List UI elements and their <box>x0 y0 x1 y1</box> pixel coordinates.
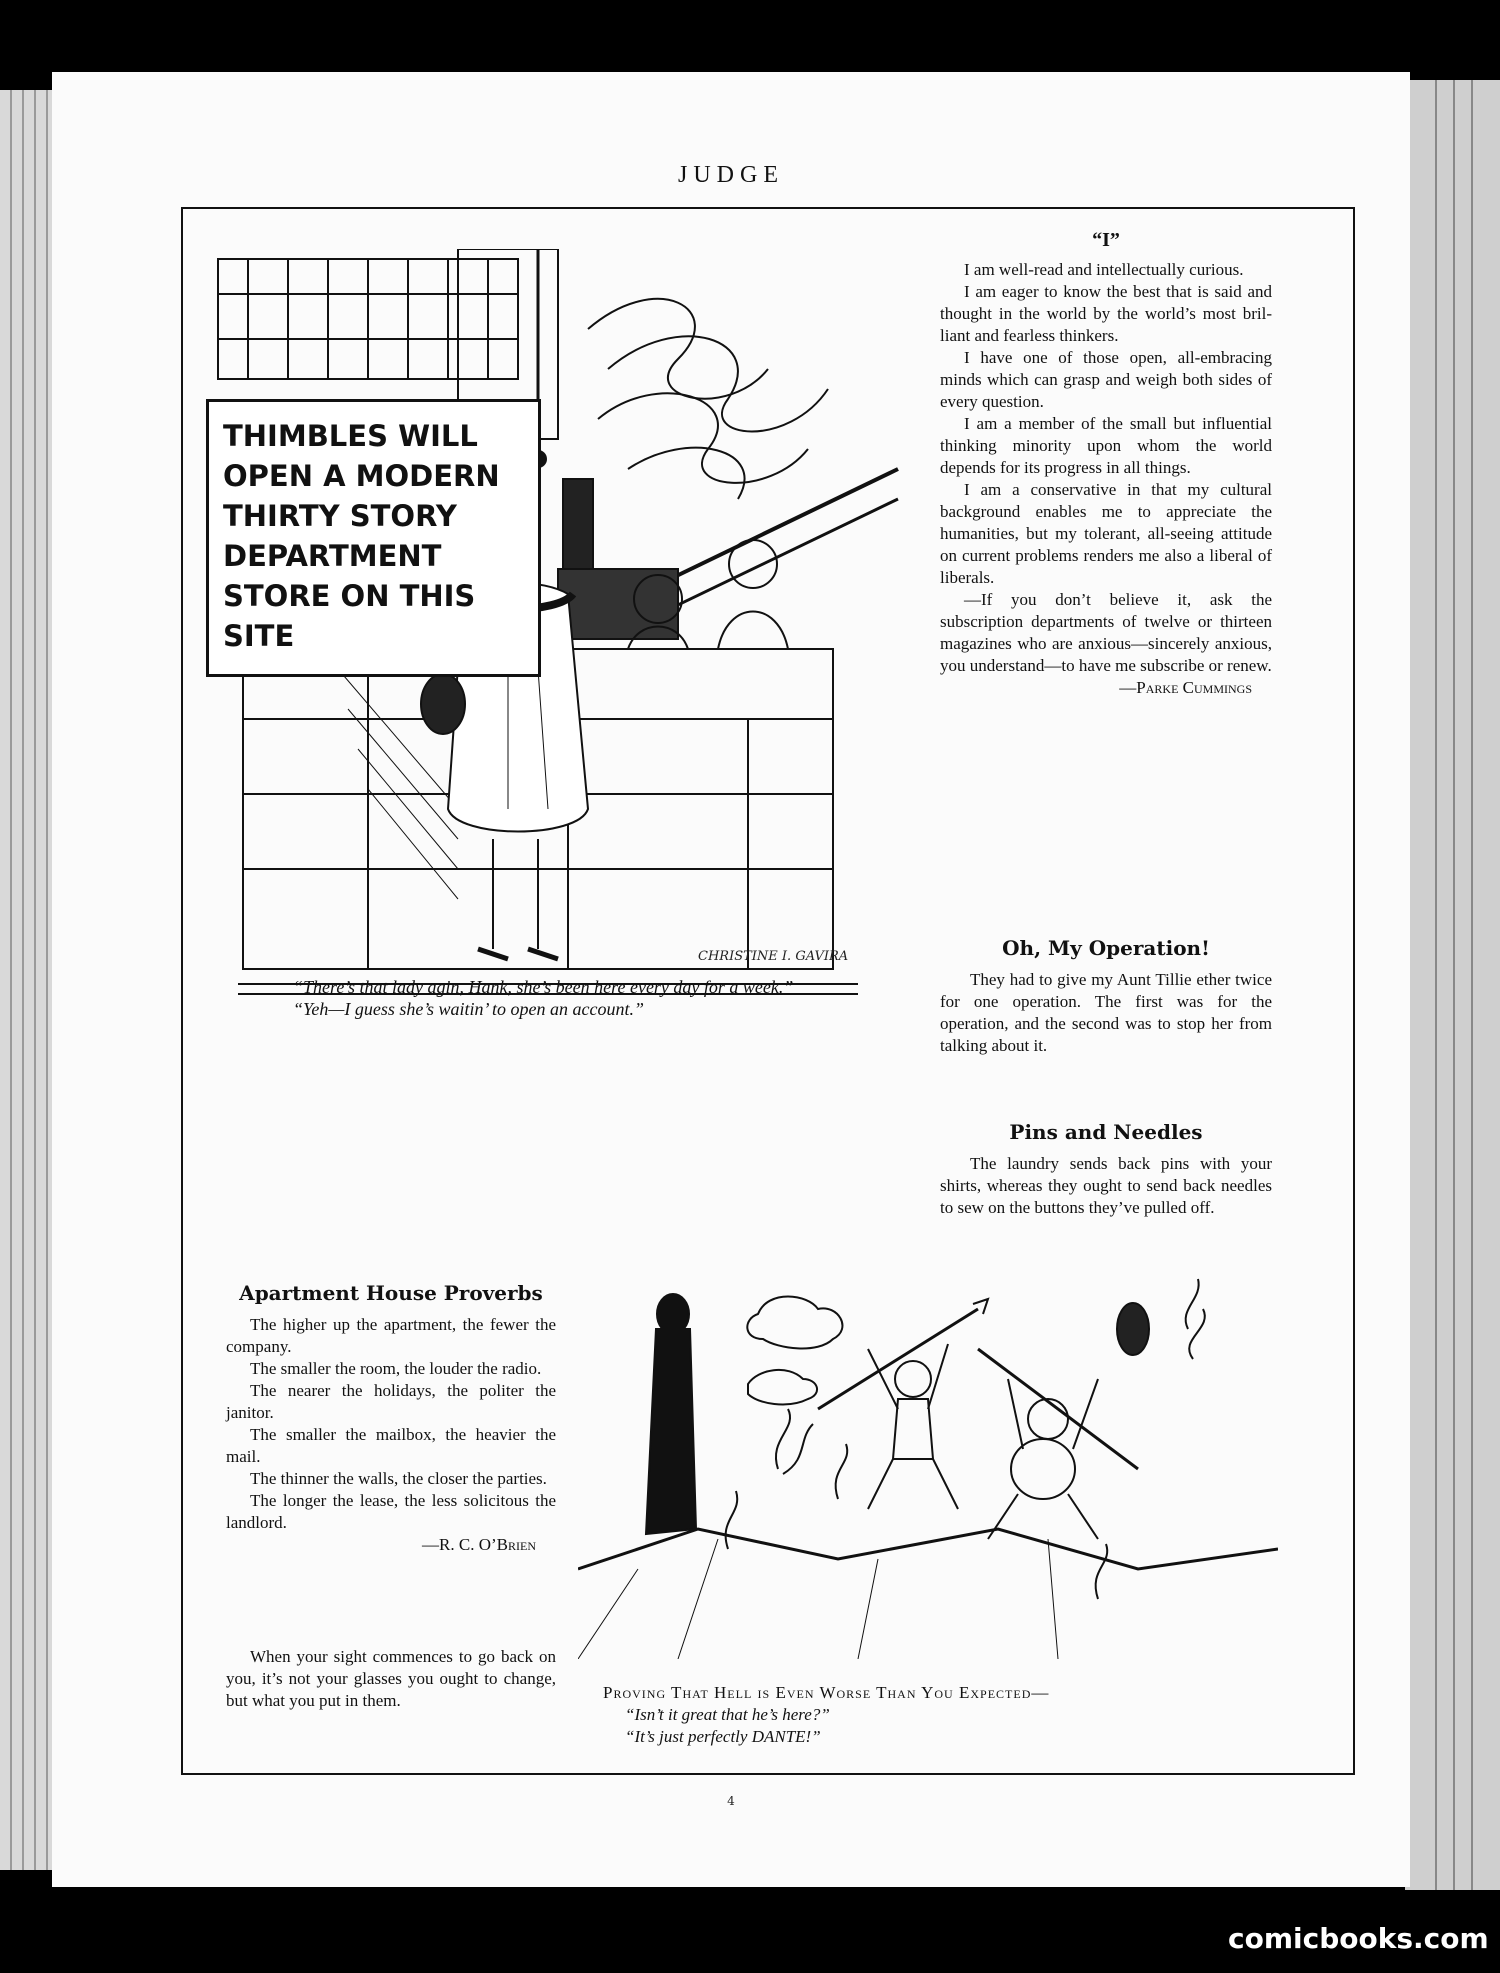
site-sign <box>206 399 541 677</box>
pins-title: Pins and Needles <box>1009 1120 1203 1144</box>
sign-line: OPEN A MODERN <box>223 459 500 493</box>
proverb-line: The longer the lease, the less solicitous the landlord. <box>226 1491 556 1532</box>
cartoon1-caption-line1: “There’s that lady agin, Hank, she’s been here every day for a week.” <box>293 977 794 997</box>
proverbs-signature: —R. C. O’Brien <box>422 1535 536 1554</box>
hell-scene-drawing <box>578 1269 1278 1659</box>
site-watermark: comicbooks.com <box>1228 1922 1489 1955</box>
poem-i-signature: —Parke Cummings <box>1119 678 1252 697</box>
proverb-line: The higher up the apartment, the fewer the company. <box>226 1315 556 1356</box>
proverb-line: The smaller the mailbox, the heavier the mail. <box>226 1425 556 1466</box>
sign-line: DEPARTMENT <box>223 539 442 573</box>
proverbs-column <box>226 1282 556 1556</box>
sign-line: THIMBLES WILL <box>223 419 478 453</box>
cartoon2-caption-line2: “It’s just perfectly DANTE!” <box>625 1727 821 1746</box>
sight-text: When your sight commences to go back on you, it’s not your glasses you ought to change, but what you put in them. <box>226 1647 556 1710</box>
magazine-page <box>52 72 1410 1887</box>
cartoon1-signature: CHRISTINE I. GAVIRA <box>698 949 849 964</box>
pins-column <box>940 1121 1272 1219</box>
book-right-page-stack <box>1405 80 1500 1890</box>
poem-i-title: “I” <box>1092 229 1120 251</box>
content-frame <box>181 207 1355 1775</box>
proverb-line: The nearer the holidays, the politer the janitor. <box>226 1381 556 1422</box>
masthead: JUDGE <box>678 162 784 188</box>
proverbs-title: Apartment House Proverbs <box>239 1281 543 1305</box>
sign-line: THIRTY STORY <box>223 499 457 533</box>
sign-line: SITE <box>223 619 295 653</box>
cartoon2-caption <box>603 1682 1263 1748</box>
poem-i-stanza: I am a conservative in that my cultural background enables me to appreciate the humanities, but my tolerant, all-seeing attitude on current problems renders me also a liberal of liberals. <box>940 480 1272 587</box>
pins-text: The laundry sends back pins with your shirts, whereas they ought to send back needles to sew on the buttons they’ve pulled off. <box>940 1154 1272 1217</box>
operation-column <box>940 937 1272 1057</box>
poem-i-stanza: I am well-read and intellectually curious. <box>964 260 1244 279</box>
poem-i-stanza: I am eager to know the best that is said and thought in the world by the world’s most brilliant and fearless thinkers. <box>940 282 1272 345</box>
sight-column <box>226 1646 556 1712</box>
cartoon1-caption <box>273 976 913 1020</box>
cartoon2-caption-title: Proving That Hell is Even Worse Than You Expected— <box>603 1683 1050 1702</box>
operation-text: They had to give my Aunt Tillie ether twice for one operation. The first was for the operation, and the second was to stop her from talking about it. <box>940 970 1272 1055</box>
proverb-line: The smaller the room, the louder the radio. <box>250 1359 542 1378</box>
poem-i-stanza: I am a member of the small but influential thinking minority upon whom the world depends for its progress in all things. <box>940 414 1272 477</box>
poem-i-column <box>940 229 1272 699</box>
poem-i-stanza: —If you don’t believe it, ask the subscription departments of twelve or thirteen magazines who are anxious—sincerely anxious, you understand—to have me subscribe or renew. <box>940 590 1272 675</box>
proverb-line: The thinner the walls, the closer the parties. <box>250 1469 547 1488</box>
cartoon2-caption-line1: “Isn’t it great that he’s here?” <box>625 1705 830 1724</box>
cartoon-hell <box>578 1269 1278 1659</box>
page-folio: 4 <box>727 1794 735 1808</box>
sign-line: STORE ON THIS <box>223 579 476 613</box>
operation-title: Oh, My Operation! <box>1002 936 1210 960</box>
poem-i-stanza: I have one of those open, all-embracing minds which can grasp and weigh both sides of every question. <box>940 348 1272 411</box>
cartoon1-caption-line2: “Yeh—I guess she’s waitin’ to open an account.” <box>293 999 645 1019</box>
